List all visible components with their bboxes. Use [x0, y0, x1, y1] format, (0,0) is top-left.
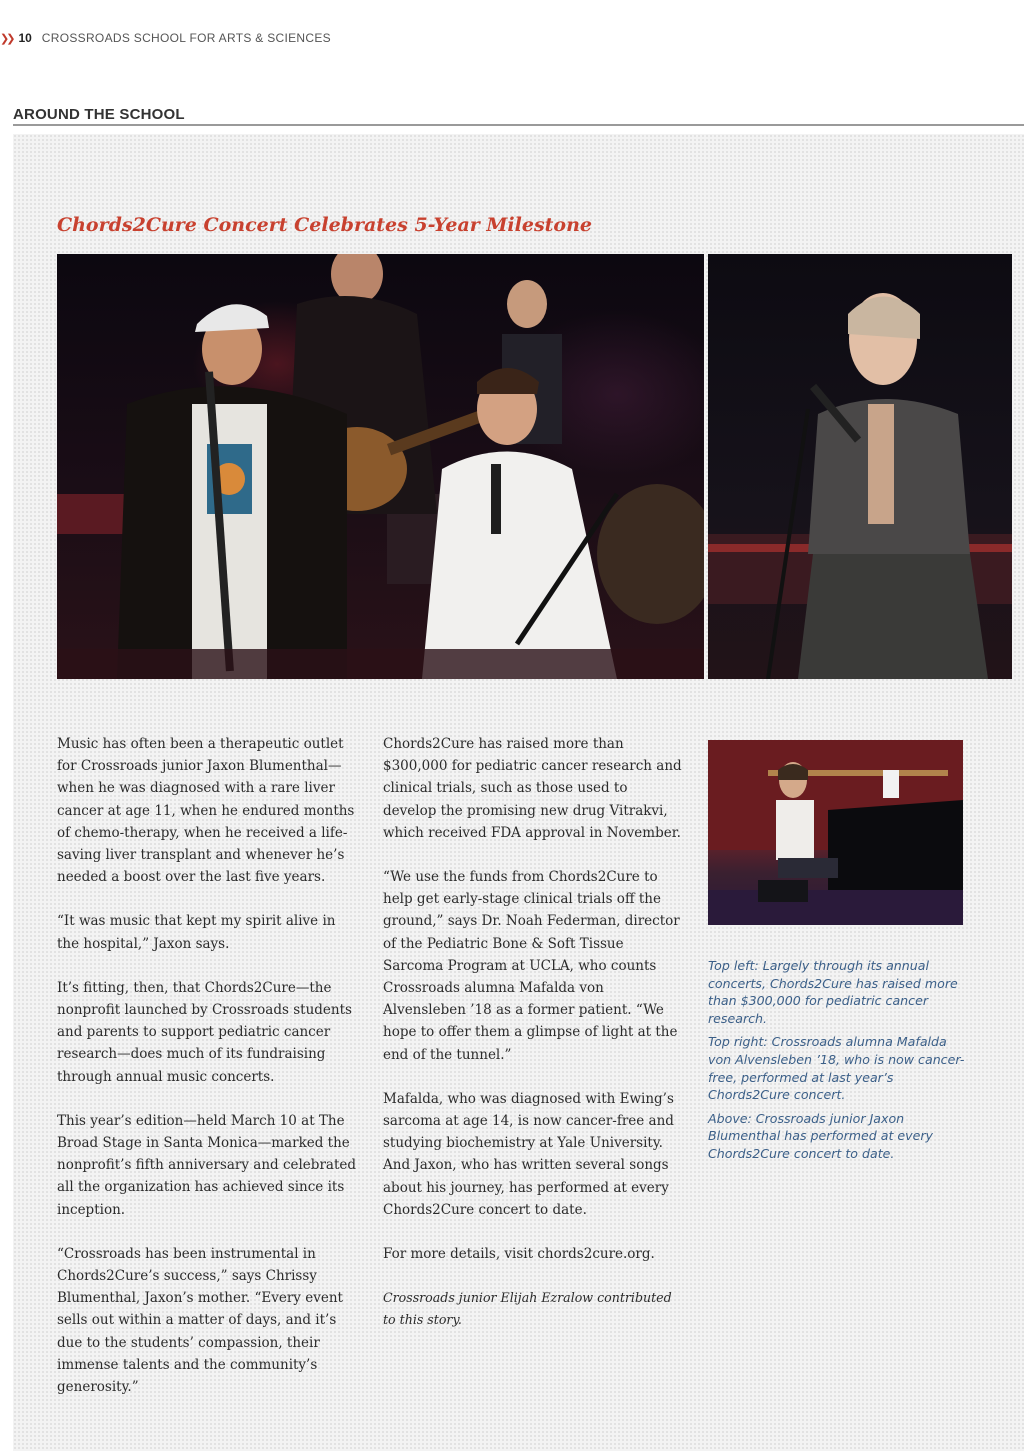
- paragraph: Chords2Cure has raised more than $300,000 for pediatric cancer research and clinical trials, such as those used to develop the promising new drug Vitrakvi, which received FDA approval in November.: [383, 736, 682, 841]
- paragraph: For more details, visit chords2cure.org.: [383, 1246, 655, 1263]
- paragraph: It’s fitting, then, that Chords2Cure—the nonprofit launched by Crossroads students and parents to support pediatric cancer research—does much of its fundraising through annual music concerts.: [57, 979, 352, 1085]
- section-heading: AROUND THE SCHOOL: [13, 106, 185, 123]
- alumna-singer-photo: [708, 254, 1012, 679]
- paragraph: “It was music that kept my spirit alive in the hospital,” Jaxon says.: [57, 913, 336, 952]
- article-title: Chords2Cure Concert Celebrates 5-Year Milestone: [57, 214, 592, 236]
- section-divider: [13, 124, 1024, 126]
- caption-top-right: Top right: Crossroads alumna Mafalda von Alvensleben ’18, who is now cancer-free, performed at last year’s Chords2Cure concert.: [708, 1034, 965, 1103]
- article-column-1: [57, 733, 357, 1420]
- page-number: 10: [18, 31, 32, 45]
- paragraph: This year’s edition—held March 10 at The Broad Stage in Santa Monica—marked the nonprofit’s fifth anniversary and celebrated all the organization has achieved since its inception.: [57, 1112, 356, 1218]
- paragraph: “Crossroads has been instrumental in Chords2Cure’s success,” says Chrissy Blumenthal, Jaxon’s mother. “Every event sells out within a matter of days, and it’s due to the students’ compassion, their immense talents and the community’s generosity.”: [57, 1245, 343, 1396]
- double-chevron-right-icon: ❯❯: [0, 32, 13, 45]
- photo-captions: [708, 957, 968, 1169]
- school-name: CROSSROADS SCHOOL FOR ARTS & SCIENCES: [41, 31, 331, 45]
- paragraph: Mafalda, who was diagnosed with Ewing’s sarcoma at age 14, is now cancer-free and studying biochemistry at Yale University. And Jaxon, who has written several songs about his journey, has performed at every Chords2Cure concert to date.: [383, 1090, 674, 1218]
- concert-band-photo: [57, 254, 704, 679]
- caption-above: Above: Crossroads junior Jaxon Blumenthal has performed at every Chords2Cure concert to date.: [708, 1110, 934, 1161]
- page-folio: [0, 30, 331, 46]
- article-column-2: [383, 733, 685, 1354]
- paragraph: Music has often been a therapeutic outlet for Crossroads junior Jaxon Blumenthal—when he was diagnosed with a rare liver cancer at age 11, when he endured months of chemo-therapy, when he received a life-saving liver transplant and whenever he’s needed a boost over the last five years.: [57, 736, 355, 886]
- paragraph: “We use the funds from Chords2Cure to help get early-stage clinical trials off the ground,” says Dr. Noah Federman, director of the Pediatric Bone & Soft Tissue Sarcoma Program at UCLA, who counts Crossroads alumna Mafalda von Alvensleben ’18 as a former patient. “We hope to offer them a glimpse of light at the end of the tunnel.”: [383, 869, 680, 1063]
- caption-top-left: Top left: Largely through its annual concerts, Chords2Cure has raised more than $300,000 for pediatric cancer research.: [708, 958, 958, 1026]
- contributor-credit: Crossroads junior Elijah Ezralow contributed to this story.: [383, 1290, 672, 1328]
- pianist-photo: [708, 740, 963, 925]
